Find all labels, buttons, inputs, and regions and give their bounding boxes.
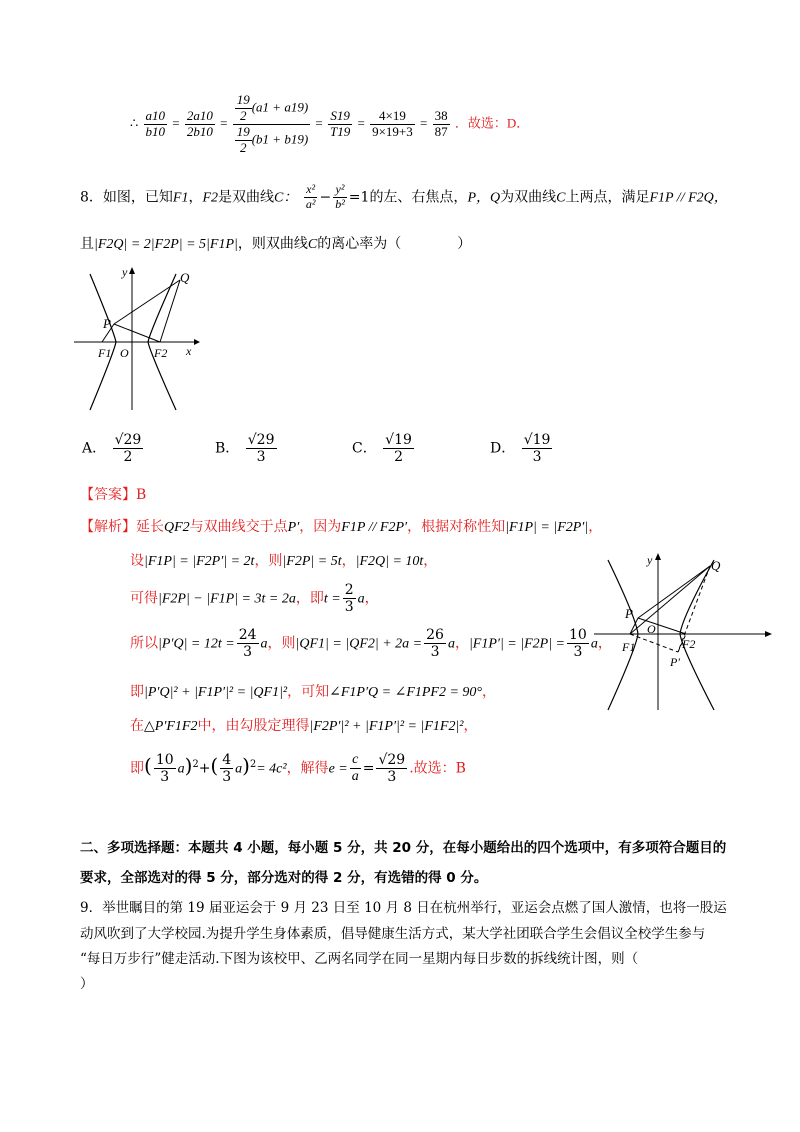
section-2-line-2: 要求，全部选对的得 5 分，部分选对的得 2 分，有选错的得 0 分。 [80,870,488,886]
analysis-tag: 【解析】 [80,519,136,535]
option-d[interactable]: D． $\frac{√19}{3}$ [490,432,551,466]
label-y: y [122,265,128,279]
fraction-2a10-2b10: $\frac{2a10}{2b10}$ [186,107,213,139]
answer-line [80,484,146,504]
analysis-line-4: 所以|P′Q| = 12t = $\frac{24}{3}$ a，则|QF1| = |QF2| + 2a = $\frac{26}{3}$ a，|F1P′| = |F2P| = $\frac{10}{3}$ a， [130,627,612,661]
equation-x2-a2: $\frac{\text{x²}}{\text{a²}}$ [305,182,316,211]
label-o: O [647,622,656,636]
x-axis-arrow [765,631,772,637]
label-q: Q [180,270,190,285]
label-o: O [120,346,129,360]
analysis-line-7: 即( $\frac{10}{3}$ a)$^2$+( $\frac{4}{3}$ a)$^2$= 4c²，解得e = $\frac{c}{a}$ = $\frac{√29}{3}$ .故选：B [130,752,466,786]
segment-f1-p-prime [630,634,678,652]
question-8-line-1: 8．如图，已知F1，F2是双曲线C： $\frac{\text{x²}}{\text{a²}}$ − $\frac{\text{y²}}{\text{b²}}$ =1的左、右焦点，P，Q为双曲线C上两点，满足F1P // F2Q， [80,182,728,211]
y-axis-arrow [129,267,135,274]
label-f1: F1 [622,640,636,654]
fraction-result: $\frac{38}{87}$ [434,107,448,139]
fraction-a10-b10: $\frac{a10}{b10}$ [145,107,166,139]
segment-p-q [638,566,710,618]
fraction-values: $\frac{4\times 19}{9\times 19+3}$ [372,107,413,139]
label-p: P [625,606,633,621]
segment-f1-q [630,566,710,634]
label-y: y [647,553,653,567]
analysis-line-1: 【解析】延长QF2与双曲线交于点P′，因为F1P // F2P′，根据对称性知|F1P| = |F2P′|， [80,519,603,535]
label-f2: F2 [682,637,696,651]
section-2-line-1: 二、多项选择题：本题共 4 小题，每小题 5 分，共 20 分，在每小题给出的四个选项中，有多项符合题目的 [80,840,727,856]
label-f2: F2 [154,346,168,360]
option-a[interactable]: A． $\frac{√29}{2}$ [82,432,142,466]
hyperbola-figure-2 [590,548,775,713]
y-axis-arrow [655,553,661,560]
question-9-line-4: ） [80,976,94,992]
segment-f2-q [160,280,180,342]
question-8-line-2: 且|F2Q| = 2|F2P| = 5|F1P|，则双曲线C的离心率为（ ） [80,236,472,252]
equation-y2-b2: $\frac{\text{y²}}{\text{b²}}$ [335,182,345,211]
right-branch [680,560,714,710]
option-b[interactable]: B． $\frac{√29}{3}$ [215,432,275,466]
analysis-line-3: 可得|F2P| − |F1P| = 3t = 2a，即t = $\frac{2}{3}$ a， [130,582,379,616]
fraction-s19-t19: $\frac{S19}{T19}$ [330,107,351,139]
conclusion-text: ．故选：D． [454,115,530,131]
hyperbola-figure-1 [72,262,202,412]
analysis-line-5: 即|P′Q|² + |F1P′|² = |QF1|²，可知∠F1P′Q = ∠F1PF2 = 90°， [130,684,497,700]
label-x: x [186,344,192,358]
question-9-line-3: “每日万步行”健走活动.下图为该校甲、乙两名同学在同一星期内每日步数的拆线统计图，则（ [80,951,639,967]
formula-line-previous: ∴ $\frac{a10}{b10}$ = $\frac{2a10}{2b10}$ = $\frac{19}{2}$ (a1 + a19) $\frac{19}{2}$ (b1 + b19) = $\frac{S19}{T19}$ = $\frac{4\times 19}{9\times 19+3}$ = $\frac{38}{87}$ ．故选：D． [130,92,530,155]
option-c[interactable]: C． $\frac{√19}{2}$ [352,432,412,466]
label-p-prime: P′ [670,655,680,669]
analysis-line-6: 在△P′F1F2中，由勾股定理得|F2P′|² + |F1P′|² = |F1F2|²， [130,718,478,734]
label-f1: F1 [98,346,112,360]
question-9-line-2: 动风吹到了大学校园.为提升学生身体素质，倡导健康生活方式，某大学社团联合学生会倡议全校学生参与 [80,926,706,942]
segment-p-f2 [638,618,686,634]
therefore-symbol: ∴ [130,115,139,131]
segment-p-q [114,280,180,324]
question-9-line-1: 9．举世瞩目的第 19 届亚运会于 9 月 23 日至 10 月 8 日在杭州举行，亚运会点燃了国人激情，也将一股运 [80,900,727,916]
fraction-big: $\frac{19}{2}$ (a1 + a19) $\frac{19}{2}$ (b1 + b19) [233,93,310,156]
x-axis-arrow [194,339,200,345]
answer-tag: 【答案】 [80,487,136,503]
answer-value: B [136,487,147,503]
label-q: Q [711,558,721,573]
label-p: P [103,316,111,331]
analysis-line-2: 设|F1P| = |F2P′| = 2t，则|F2P| = 5t，|F2Q| = 10t， [130,553,438,569]
